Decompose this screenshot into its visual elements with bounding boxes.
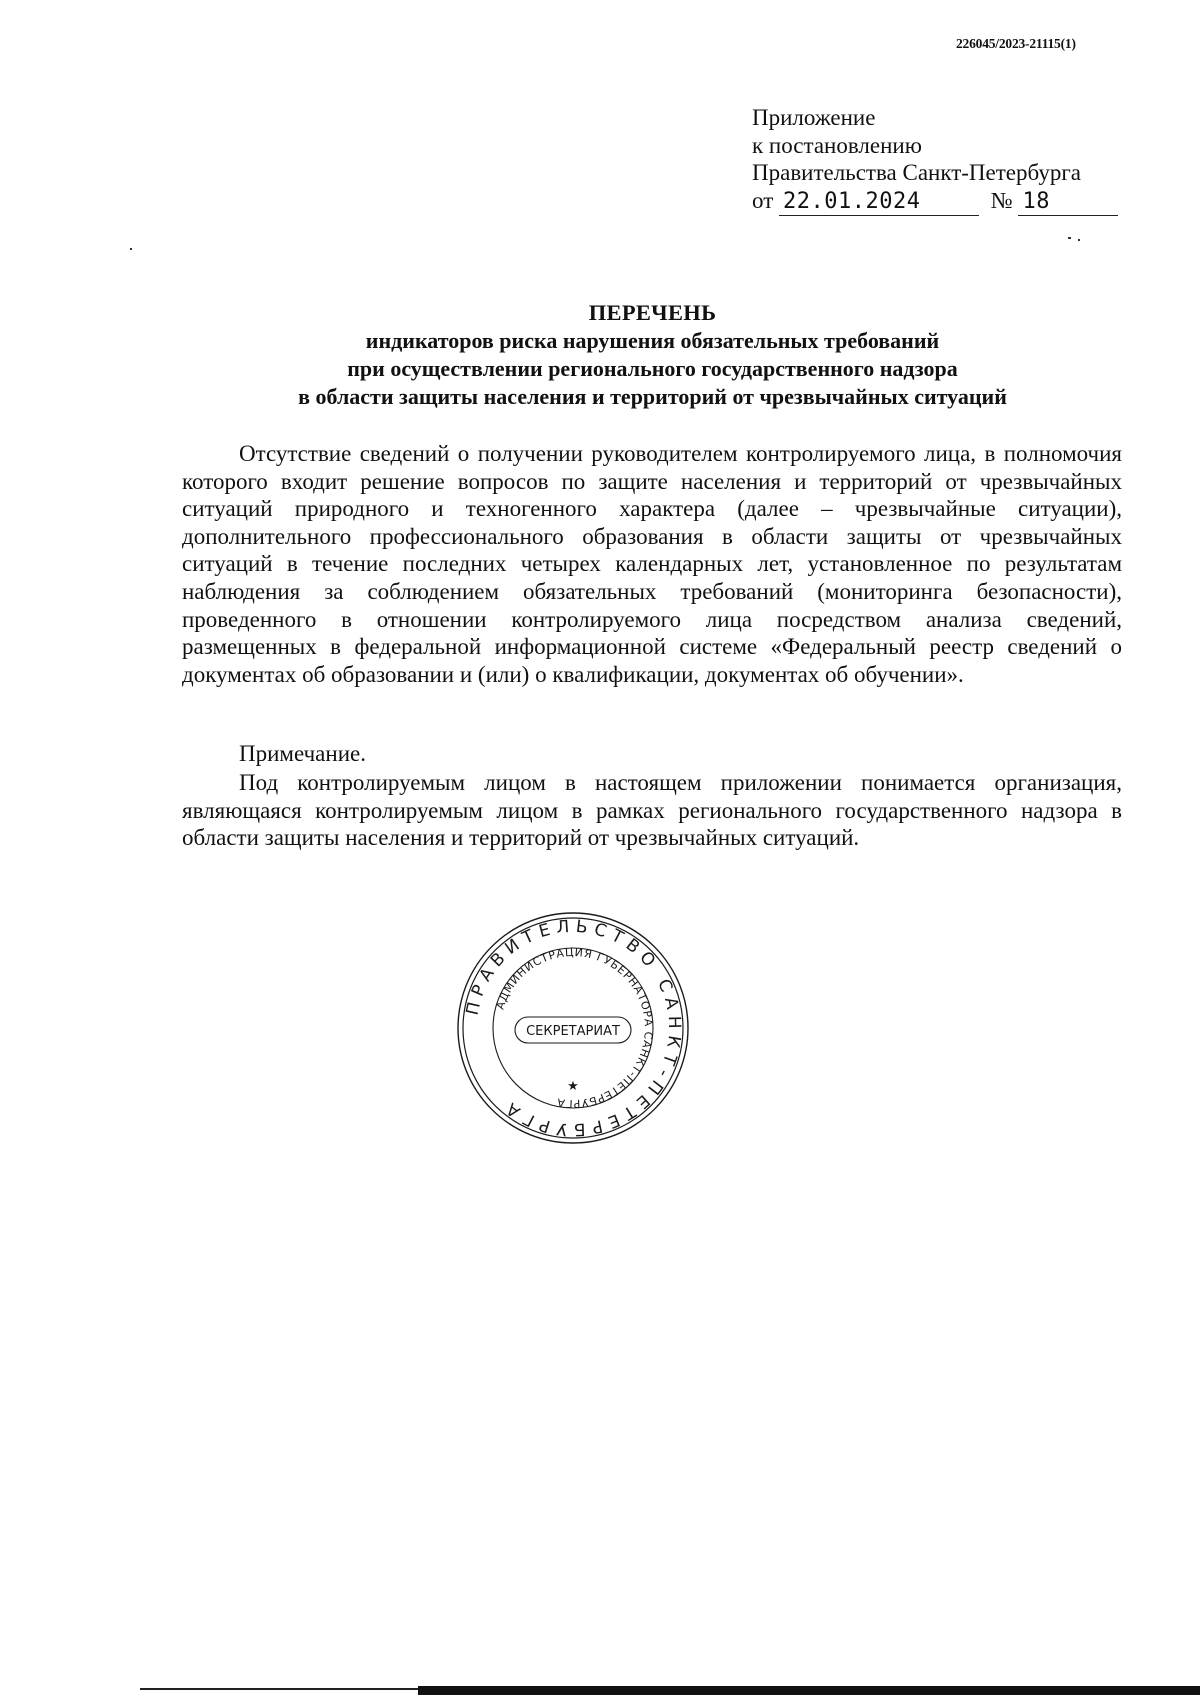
body-paragraph-2: Под контролируемым лицом в настоящем приложении понимается организация, являющаяся контролируемым лицом в рамках регионального государственного надзора в области защиты населения и территорий от чрезвычайных ситуаций. <box>182 770 1122 851</box>
title-main: ПЕРЕЧЕНЬ <box>588 300 717 325</box>
appendix-date-line <box>752 187 1118 217</box>
scan-speck <box>1078 239 1080 241</box>
document-title <box>180 299 1125 411</box>
seal-outer-text: ПРАВИТЕЛЬСТВО САНКТ-ПЕТЕРБУРГА <box>462 916 685 1140</box>
scan-edge-bar <box>418 1686 1200 1695</box>
appendix-block <box>752 104 1118 216</box>
from-label: от <box>752 187 774 213</box>
title-line-2: при осуществлении регионального государственного надзора <box>347 356 958 381</box>
body-paragraph-1: Отсутствие сведений о получении руководителем контролируемого лица, в полномочия которого входит решение вопросов по защите населения и территорий от чрезвычайных ситуаций природного и техногенного характера (далее – чрезвычайные ситуации), дополнительного профессионального образования в области защиты от чрезвычайных ситуаций в течение последних четырех календарных лет, установленное по результатам наблюдения за соблюдением обязательных требований (мониторинга безопасности), проведенного в отношении контролируемого лица посредством анализа сведений, размещенных в федеральной информационной системе «Федеральный реестр сведений о документах об образовании и (или) о квалификации, документах об обучении». <box>182 441 1122 687</box>
scan-edge-line <box>140 1688 418 1690</box>
scan-speck <box>130 248 132 250</box>
title-line-3: в области защиты населения и территорий от чрезвычайных ситуаций <box>298 384 1007 409</box>
number-label: № <box>990 187 1013 213</box>
title-line-1: индикаторов риска нарушения обязательных требований <box>365 328 940 353</box>
note-label: Примечание. <box>239 741 366 766</box>
handwritten-date: 22.01.2024 <box>779 188 979 217</box>
scan-speck <box>1068 237 1071 239</box>
appendix-line-1: Приложение <box>752 105 876 130</box>
seal-inner-text: АДМИНИСТРАЦИЯ ГУБЕРНАТОРА САНКТ-ПЕТЕРБУРГА <box>493 945 656 1111</box>
svg-text:★: ★ <box>567 1079 579 1094</box>
appendix-line-2: к постановлению <box>752 132 922 158</box>
handwritten-number: 18 <box>1018 188 1118 217</box>
appendix-line-3: Правительства Санкт-Петербурга <box>752 160 1081 185</box>
official-seal-stamp <box>455 910 691 1146</box>
document-registration-number: 226045/2023-21115(1) <box>956 36 1076 51</box>
seal-center-text: СЕКРЕТАРИАТ <box>526 1024 620 1039</box>
